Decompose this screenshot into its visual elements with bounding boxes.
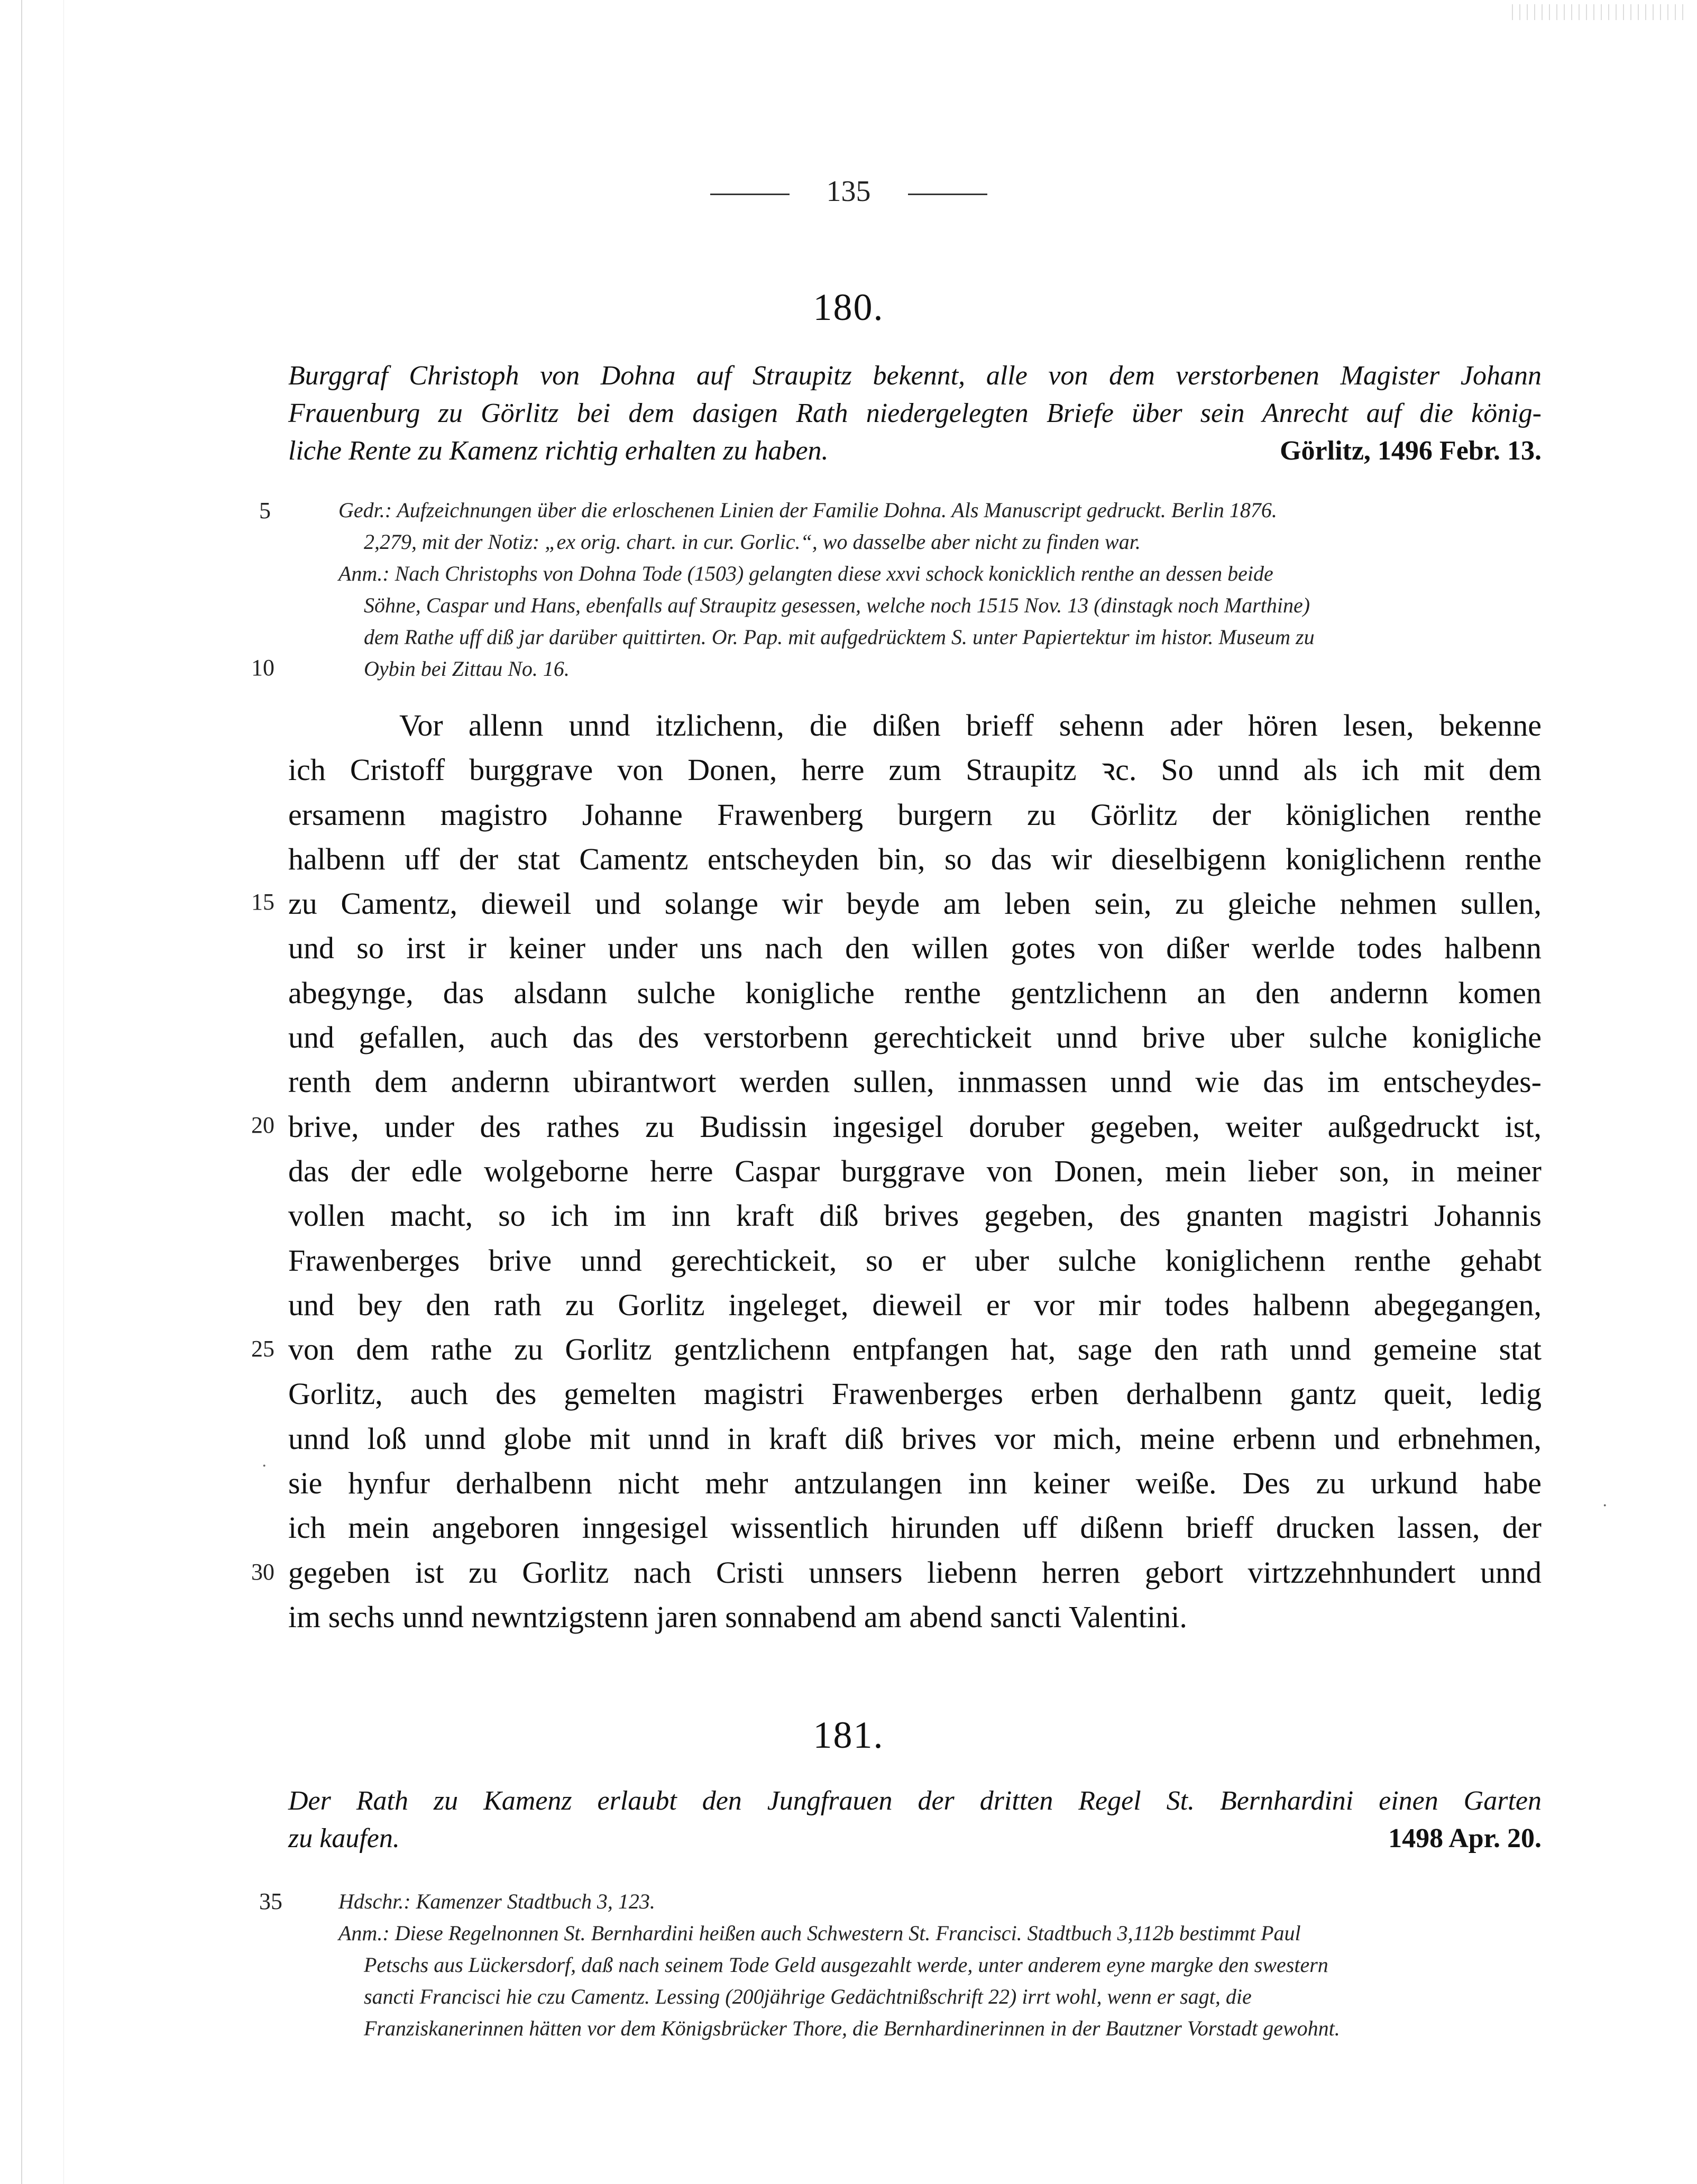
line-number: 30: [251, 1559, 274, 1585]
page-header: [0, 175, 1697, 208]
note-line: 2,279, mit der Notiz: „ex orig. chart. in cur. Gorlic.“, wo dasselbe aber nicht zu finden war.: [364, 530, 1141, 554]
body-line: und so irst ir keiner under uns nach den willen gotes von dißer werlde todes halbenn: [288, 931, 1542, 966]
note-line: Anm.: Nach Christophs von Dohna Tode (1503) gelangten diese xxvi schock konicklich renthe an dessen beide: [338, 562, 1273, 585]
note-line: Gedr.: Aufzeichnungen über die erloschenen Linien der Familie Dohna. Als Manuscript gedruckt. Berlin 1876.: [338, 498, 1277, 522]
document-date: Görlitz, 1496 Febr. 13.: [1280, 436, 1542, 466]
note-line: Söhne, Caspar und Hans, ebenfalls auf Straupitz gesessen, welche noch 1515 Nov. 13 (dinstagk noch Marthine): [364, 593, 1310, 617]
document-regest: [288, 1782, 1542, 1857]
regest-line: zu kaufen.: [288, 1823, 400, 1853]
document-notes: [338, 1886, 1542, 2044]
body-line: Vor allenn unnd itzlichenn, die dißen brieff sehenn ader hören lesen, bekenne: [399, 708, 1542, 742]
note-line: dem Rathe uff diß jar darüber quittirten. Or. Pap. mit aufgedrücktem S. unter Papiertektur im histor. Museum zu: [364, 625, 1315, 649]
body-line: ersamenn magistro Johanne Frawenberg burgern zu Görlitz der königlichen renthe: [288, 797, 1542, 832]
document-regest: [288, 357, 1542, 470]
body-line: und gefallen, auch das des verstorbenn gerechtickeit unnd brive uber sulche konigliche: [288, 1020, 1542, 1055]
document-number: 181.: [813, 1714, 884, 1756]
body-line: ich Cristoff burggrave von Donen, herre zum Straupitz ꝛc. So unnd als ich mit dem: [288, 753, 1542, 787]
line-number: 5: [259, 498, 271, 524]
body-line: brive, under des rathes zu Budissin ingesigel doruber gegeben, weiter außgedruckt ist,: [288, 1109, 1542, 1144]
note-line: Petschs aus Lückersdorf, daß nach seinem Tode Geld ausgezahlt werde, unter anderem eyne margke den swestern: [364, 1953, 1328, 1977]
body-line: gegeben ist zu Gorlitz nach Cristi unnsers liebenn herren gebort virtzzehnhundert unnd: [288, 1555, 1542, 1590]
note-line: Hdschr.: Kamenzer Stadtbuch 3, 123.: [338, 1889, 655, 1913]
body-line: das der edle wolgeborne herre Caspar burggrave von Donen, mein lieber son, in meiner: [288, 1153, 1542, 1188]
regest-line: liche Rente zu Kamenz richtig erhalten zu haben.: [288, 436, 829, 466]
body-line: ich mein angeboren inngesigel wissentlich hirunden uff dißenn brieff drucken lassen, der: [288, 1510, 1542, 1545]
note-line: Anm.: Diese Regelnonnen St. Bernhardini heißen auch Schwestern St. Francisci. Stadtbuch 3,112b bestimmt Paul: [338, 1921, 1301, 1945]
header-rule-right: [908, 194, 987, 195]
line-number: 35: [259, 1888, 282, 1914]
page-number: 135: [826, 175, 871, 208]
line-number: 10: [251, 655, 274, 681]
margin-dot: ·: [1602, 1497, 1608, 1515]
note-line: sancti Francisci hie czu Camentz. Lessing (200jährige Gedächtnißschrift 22) irrt wohl, wenn er sagt, die: [364, 1985, 1252, 2008]
document-date: 1498 Apr. 20.: [1388, 1823, 1542, 1853]
body-line: zu Camentz, dieweil und solange wir beyde am leben sein, zu gleiche nehmen sullen,: [288, 886, 1542, 921]
document-body: [288, 703, 1542, 1639]
line-number: 20: [251, 1112, 274, 1138]
body-line: Gorlitz, auch des gemelten magistri Frawenberges erben derhalbenn gantz queit, ledig: [288, 1377, 1542, 1411]
regest-last-line: [288, 1820, 1542, 1857]
body-line: und bey den rath zu Gorlitz ingeleget, dieweil er vor mir todes halbenn abegegangen,: [288, 1287, 1542, 1322]
header-rule-left: [710, 194, 790, 195]
body-line: Frawenberges brive unnd gerechtickeit, so er uber sulche koniglichenn renthe gehabt: [288, 1243, 1542, 1278]
body-line: von dem rathe zu Gorlitz gentzlichenn entpfangen hat, sage den rath unnd gemeine stat: [288, 1332, 1542, 1367]
regest-line: Der Rath zu Kamenz erlaubt den Jungfrauen der dritten Regel St. Bernhardini einen Garten: [288, 1786, 1542, 1816]
line-number: 25: [251, 1336, 274, 1362]
body-line: renth dem andernn ubirantwort werden sullen, innmassen unnd wie das im entscheydes-: [288, 1065, 1542, 1099]
body-line: vollen macht, so ich im inn kraft diß brives gegeben, des gnanten magistri Johannis: [288, 1198, 1542, 1233]
body-line: halbenn uff der stat Camentz entscheyden bin, so das wir dieselbigenn koniglichenn renthe: [288, 841, 1542, 876]
body-line: unnd loß unnd globe mit unnd in kraft diß brives vor mich, meine erbenn und erbnehmen,: [288, 1421, 1542, 1456]
scan-noise: [1512, 4, 1686, 20]
note-line: Oybin bei Zittau No. 16.: [364, 657, 570, 681]
note-line: Franziskanerinnen hätten vor dem Königsbrücker Thore, die Bernhardinerinnen in der Bautzner Vorstadt gewohnt.: [364, 2016, 1340, 2040]
body-line: abegynge, das alsdann sulche konigliche renthe gentzlichenn an den andernn komen: [288, 975, 1542, 1010]
document-number: 180.: [813, 286, 884, 328]
regest-line: Burggraf Christoph von Dohna auf Straupitz bekennt, alle von dem verstorbenen Magister Johann: [288, 361, 1542, 391]
body-line: sie hynfur derhalbenn nicht mehr antzulangen inn keiner weiße. Des zu urkund habe: [288, 1466, 1542, 1501]
body-line: im sechs unnd newntzigstenn jaren sonnabend am abend sancti Valentini.: [288, 1599, 1187, 1634]
margin-dot: ·: [262, 1457, 267, 1475]
line-number: 15: [251, 889, 274, 915]
regest-line: Frauenburg zu Görlitz bei dem dasigen Rath niedergelegten Briefe über sein Anrecht auf die könig-: [288, 398, 1542, 428]
document-notes: [338, 494, 1542, 685]
regest-last-line: [288, 432, 1542, 470]
